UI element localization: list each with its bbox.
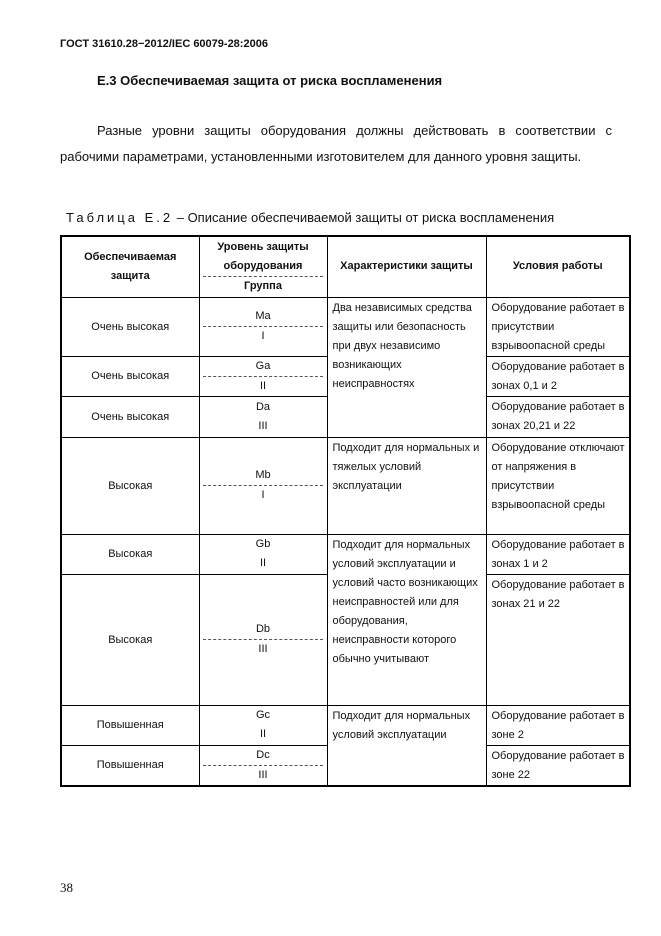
protection-table (60, 235, 631, 787)
conditions-cell: Оборудование работает в зонах 21 и 22 (486, 574, 630, 705)
protection-cell: Высокая (61, 574, 199, 705)
header-level-label: Уровень защиты оборудования (217, 240, 309, 272)
protection-cell: Повышенная (61, 705, 199, 745)
level-group: III (258, 419, 268, 432)
characteristics-cell: Два независимых средства защиты или безопасность при двух независимо возникающих неисправностях (327, 297, 486, 437)
document-header: ГОСТ 31610.28−2012/IEC 60079-28:2006 (60, 38, 268, 50)
conditions-cell: Оборудование работает в зоне 22 (486, 745, 630, 786)
page-number: 38 (60, 880, 73, 895)
level-code: Gc (255, 709, 271, 721)
level-code: Dc (256, 748, 270, 761)
paragraph-line-2: рабочими параметрами, установленными изготовителем для данного уровня защиты. (60, 149, 582, 164)
level-code: Mb (255, 469, 271, 481)
level-cell (199, 705, 327, 745)
protection-cell: Повышенная (61, 745, 199, 786)
level-code: Da (255, 400, 271, 413)
table-row (61, 297, 630, 356)
conditions-cell: Оборудование работает в зоне 2 (486, 705, 630, 745)
conditions-cell: Оборудование работает в присутствии взрывоопасной среды (486, 297, 630, 356)
level-cell (199, 356, 327, 396)
level-group: III (258, 643, 268, 655)
characteristics-cell: Подходит для нормальных условий эксплуатации (327, 705, 486, 786)
protection-cell: Очень высокая (61, 396, 199, 437)
level-cell (199, 297, 327, 356)
conditions-cell: Оборудование работает в зонах 1 и 2 (486, 534, 630, 574)
header-characteristics: Характеристики защиты (327, 236, 486, 297)
table-caption (66, 210, 554, 225)
section-title: Е.3 Обеспечиваемая защита от риска воспламенения (97, 73, 443, 88)
protection-cell: Очень высокая (61, 297, 199, 356)
level-group: III (258, 768, 268, 781)
level-code: Ga (255, 359, 271, 372)
table-row (61, 705, 630, 745)
level-group: I (261, 489, 265, 501)
level-cell (199, 745, 327, 786)
level-code: Gb (255, 538, 271, 550)
level-group: II (259, 557, 267, 569)
protection-cell: Высокая (61, 534, 199, 574)
level-group: II (259, 379, 267, 392)
conditions-cell: Оборудование отключают от напряжения в присутствии взрывоопасной среды (486, 437, 630, 534)
level-cell (199, 396, 327, 437)
level-cell (199, 534, 327, 574)
table-row (61, 437, 630, 534)
header-level (199, 236, 327, 297)
characteristics-cell: Подходит для нормальных и тяжелых условий эксплуатации (327, 437, 486, 534)
level-cell (199, 437, 327, 534)
table-row (61, 534, 630, 574)
header-conditions: Условия работы (486, 236, 630, 297)
level-group: II (259, 728, 267, 740)
conditions-cell: Оборудование работает в зонах 0,1 и 2 (486, 356, 630, 396)
table-caption-label: Таблица Е.2 (66, 210, 174, 225)
level-cell (199, 574, 327, 705)
header-protection: Обеспечиваемая защита (61, 236, 199, 297)
level-group: I (261, 330, 265, 342)
protection-cell: Очень высокая (61, 356, 199, 396)
table-caption-text: – Описание обеспечиваемой защиты от риска воспламенения (173, 210, 555, 225)
level-code: Ma (255, 310, 271, 322)
characteristics-cell: Подходит для нормальных условий эксплуатации и условий часто возникающих неисправностей или для оборудования, неисправности которого обычно учитывают (327, 534, 486, 705)
level-code: Db (255, 623, 271, 635)
conditions-cell: Оборудование работает в зонах 20,21 и 22 (486, 396, 630, 437)
protection-cell: Высокая (61, 437, 199, 534)
table-header-row (61, 236, 630, 297)
paragraph-line-1: Разные уровни защиты оборудования должны действовать в соответствии с (97, 123, 612, 138)
body-paragraph (60, 118, 612, 170)
header-group-label: Группа (244, 279, 282, 292)
